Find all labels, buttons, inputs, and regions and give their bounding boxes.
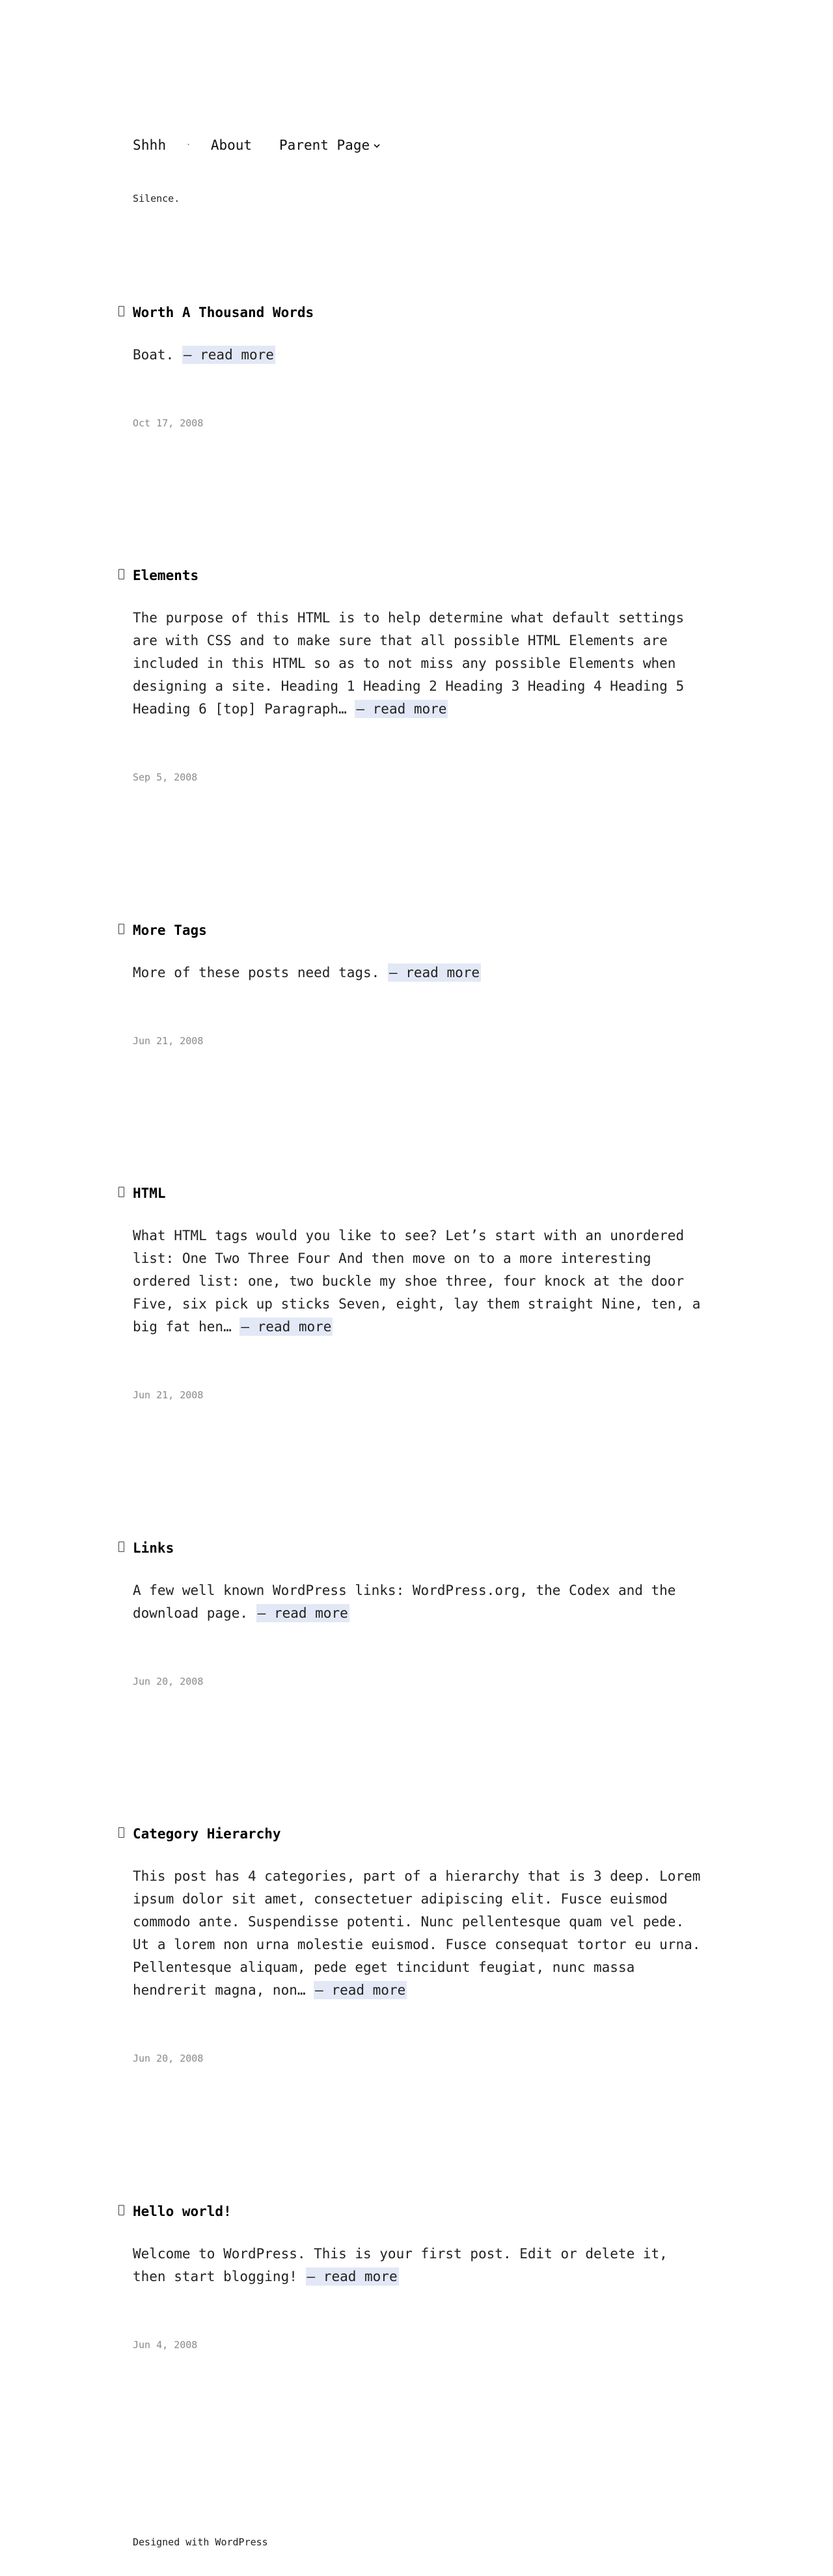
site-tagline: Silence. (133, 193, 180, 204)
post-title-link[interactable]: Elements (133, 568, 199, 583)
post-date: Sep 5, 2008 (133, 771, 198, 783)
post-format-icon (118, 569, 124, 579)
read-more-link[interactable]: — read more (356, 701, 447, 717)
read-more-link[interactable]: — read more (307, 2269, 398, 2284)
site-header (133, 133, 381, 157)
post-excerpt (133, 1225, 705, 1338)
read-more-link[interactable]: — read more (315, 1982, 406, 1998)
post-excerpt-text: The purpose of this HTML is to help determine what default settings are with CSS and to make sure that all possible HTML Elements are included in this HTML so as to not miss any possible Elements when designing a site. Heading 1 Heading 2 Heading 3 Heading 4 Heading 5 Heading 6 [top] Paragraph… (133, 610, 685, 717)
post-excerpt (133, 1865, 705, 2002)
read-more-link[interactable]: — read more (257, 1605, 348, 1621)
nav-parent-page-label: Parent Page (279, 137, 370, 153)
post-item (133, 1539, 705, 1687)
post-excerpt (133, 1579, 705, 1625)
post-title-link[interactable]: Links (133, 1540, 174, 1556)
post-excerpt (133, 607, 705, 721)
nav-about-link[interactable]: About (210, 137, 253, 153)
read-more-link[interactable]: — read more (241, 1319, 332, 1335)
site-title-link[interactable]: Shhh (133, 137, 167, 153)
post-item (133, 921, 705, 1047)
post-title-link[interactable]: More Tags (133, 922, 207, 938)
post-item (133, 1184, 705, 1401)
nav-separator: · (185, 140, 191, 150)
post-date: Jun 4, 2008 (133, 2339, 198, 2351)
post-item (133, 1825, 705, 2064)
post-excerpt-text: Boat. (133, 347, 182, 363)
post-excerpt-text: This post has 4 categories, part of a hierarchy that is 3 deep. Lorem ipsum dolor sit amet, consectetuer adipiscing elit. Fusce euismod commodo ante. Suspendisse potenti. Nunc pellentesque quam vel pede. Ut a lorem non urna molestie euismod. Fusce consequat tortor eu urna. Pellentesque aliquam, pede eget tincidunt feugiat, nunc massa hendrerit magna, non… (133, 1868, 701, 1998)
post-format-icon (118, 1187, 124, 1197)
post-title-link[interactable]: Category Hierarchy (133, 1826, 281, 1842)
post-excerpt-text: More of these posts need tags. (133, 965, 388, 980)
post-date: Oct 17, 2008 (133, 417, 204, 429)
post-date: Jun 21, 2008 (133, 1389, 204, 1401)
post-format-icon (118, 924, 124, 934)
chevron-down-icon (372, 141, 381, 150)
post-date: Jun 21, 2008 (133, 1035, 204, 1047)
nav-parent-page[interactable] (279, 137, 381, 153)
post-item (133, 566, 705, 783)
footer-credit: Designed with WordPress (133, 2536, 268, 2548)
post-item (133, 303, 705, 429)
post-date: Jun 20, 2008 (133, 2053, 204, 2064)
post-title-link[interactable]: HTML (133, 1185, 166, 1201)
post-item (133, 2202, 705, 2351)
post-title-link[interactable]: Hello world! (133, 2204, 232, 2219)
post-format-icon (118, 2205, 124, 2215)
post-excerpt-text: A few well known WordPress links: WordPress.org, the Codex and the download page. (133, 1583, 676, 1621)
post-excerpt-text: Welcome to WordPress. This is your first post. Edit or delete it, then start blogging! (133, 2246, 668, 2284)
post-title-link[interactable]: Worth A Thousand Words (133, 305, 314, 320)
post-format-icon (118, 1542, 124, 1552)
post-date: Jun 20, 2008 (133, 1676, 204, 1687)
post-format-icon (118, 306, 124, 316)
read-more-link[interactable]: — read more (389, 965, 480, 980)
site-footer (133, 2536, 268, 2548)
post-excerpt (133, 344, 705, 367)
post-excerpt (133, 2243, 705, 2288)
post-excerpt (133, 962, 705, 984)
read-more-link[interactable]: — read more (183, 347, 274, 363)
post-format-icon (118, 1827, 124, 1838)
post-excerpt-text: What HTML tags would you like to see? Let’s start with an unordered list: One Two Three Four And then move on to a more interesting ordered list: one, two buckle my shoe three, four knock at the door Five, six pick up sticks Seven, eight, lay them straight Nine, ten, a big fat hen… (133, 1228, 701, 1335)
